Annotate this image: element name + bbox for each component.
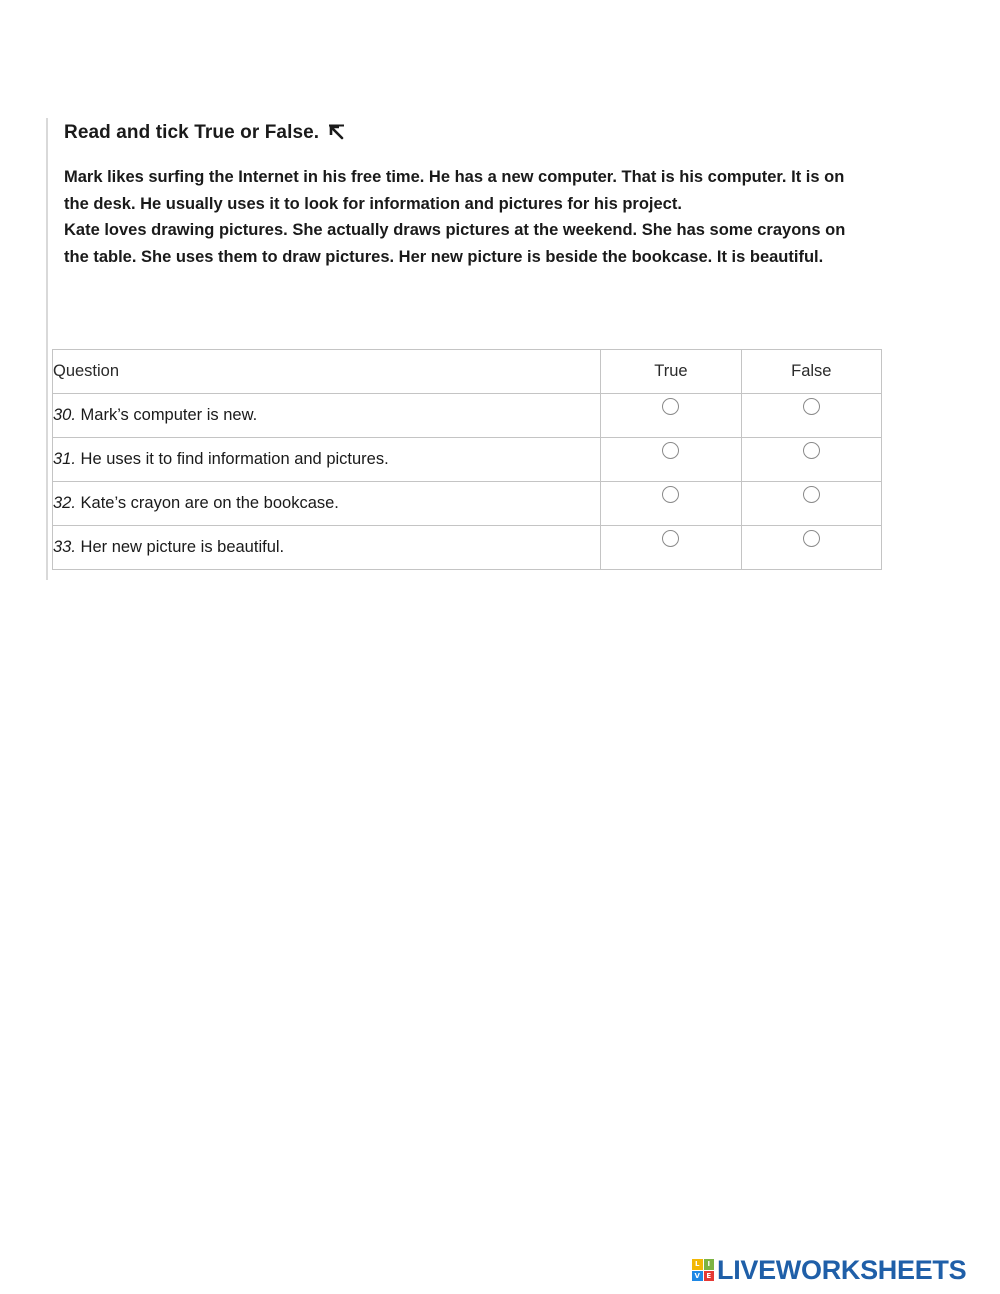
false-radio-33[interactable] <box>803 530 820 547</box>
passage-paragraph-kate: Kate loves drawing pictures. She actually draws pictures at the weekend. She has some crayons on the table. She uses them to draw pictures. Her new picture is beside the bookcase. It is beautiful. <box>64 221 846 266</box>
question-cell <box>53 438 601 482</box>
false-cell <box>741 438 881 482</box>
false-cell <box>741 394 881 438</box>
question-cell <box>53 526 601 570</box>
logo-mark-letter: I <box>704 1259 715 1270</box>
true-radio-31[interactable] <box>662 442 679 459</box>
true-radio-30[interactable] <box>662 398 679 415</box>
reading-passage <box>64 164 864 270</box>
table-row <box>53 438 882 482</box>
heading-text: Read and tick True or False. <box>64 122 320 143</box>
logo-text: LIVEWORKSHEETS <box>717 1254 967 1285</box>
worksheet-heading <box>64 122 347 144</box>
question-number: 31. <box>53 450 76 468</box>
header-question: Question <box>53 350 601 394</box>
true-false-table <box>52 349 882 570</box>
question-number: 33. <box>53 538 76 556</box>
logo-mark-letter: L <box>692 1259 703 1270</box>
false-radio-31[interactable] <box>803 442 820 459</box>
table-row <box>53 526 882 570</box>
liveworksheets-logo <box>692 1255 966 1285</box>
false-radio-32[interactable] <box>803 486 820 503</box>
true-cell <box>601 482 741 526</box>
worksheet-content <box>46 118 882 580</box>
header-true: True <box>601 350 741 394</box>
false-cell <box>741 526 881 570</box>
question-text: Mark’s computer is new. <box>75 406 258 424</box>
logo-mark-icon <box>692 1259 714 1281</box>
question-cell <box>53 394 601 438</box>
true-cell <box>601 526 741 570</box>
question-text: Her new picture is beautiful. <box>75 538 285 556</box>
true-cell <box>601 438 741 482</box>
header-false: False <box>741 350 881 394</box>
false-cell <box>741 482 881 526</box>
passage-paragraph-mark: Mark likes surfing the Internet in his free time. He has a new computer. That is his computer. It is on the desk. He usually uses it to look for information and pictures for his project. <box>64 168 845 213</box>
table-header-row <box>53 350 882 394</box>
true-cell <box>601 394 741 438</box>
false-radio-30[interactable] <box>803 398 820 415</box>
table-row <box>53 394 882 438</box>
question-text: Kate’s crayon are on the bookcase. <box>75 494 339 512</box>
arrow-up-left-icon <box>327 123 347 143</box>
question-cell <box>53 482 601 526</box>
true-radio-32[interactable] <box>662 486 679 503</box>
question-number: 30. <box>53 406 76 424</box>
table-row <box>53 482 882 526</box>
logo-mark-letter: E <box>704 1271 715 1282</box>
true-radio-33[interactable] <box>662 530 679 547</box>
question-text: He uses it to find information and pictures. <box>75 450 389 468</box>
logo-mark-letter: V <box>692 1271 703 1282</box>
question-number: 32. <box>53 494 76 512</box>
